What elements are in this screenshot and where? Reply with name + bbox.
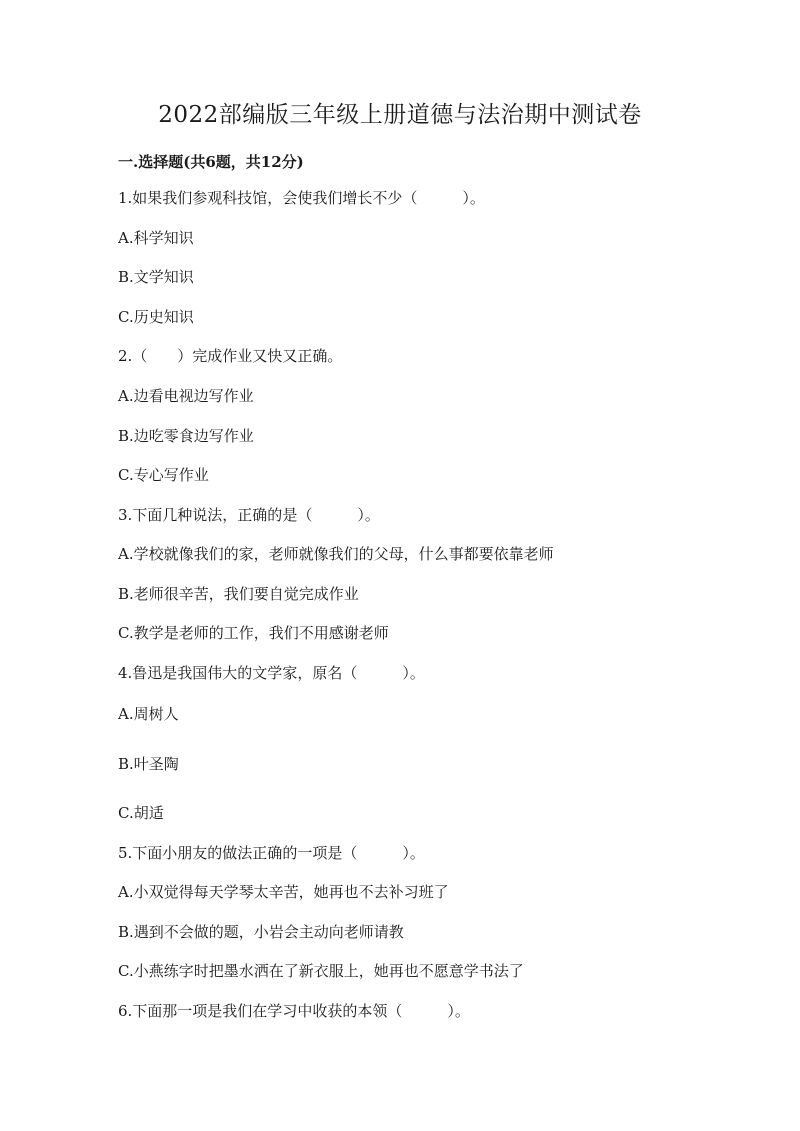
question-1-stem: 1.如果我们参观科技馆，会使我们增长不少（ ）。 bbox=[118, 189, 485, 207]
question-1-option-a: A.科学知识 bbox=[118, 229, 194, 247]
question-1-option-c: C.历史知识 bbox=[118, 308, 194, 326]
question-3-stem: 3.下面几种说法，正确的是（ ）。 bbox=[118, 506, 380, 524]
question-6-stem: 6.下面那一项是我们在学习中收获的本领（ ）。 bbox=[118, 1002, 470, 1020]
question-3-option-a: A.学校就像我们的家，老师就像我们的父母，什么事都要依靠老师 bbox=[118, 545, 554, 563]
question-1-option-b: B.文学知识 bbox=[118, 268, 194, 286]
question-4-option-c: C.胡适 bbox=[118, 804, 164, 822]
question-5-option-a: A.小双觉得每天学琴太辛苦，她再也不去补习班了 bbox=[118, 883, 449, 901]
section-heading: 一.选择题(共6题，共12分) bbox=[118, 153, 304, 171]
question-3-option-b: B.老师很辛苦，我们要自觉完成作业 bbox=[118, 585, 359, 603]
page-title: 2022部编版三年级上册道德与法治期中测试卷 bbox=[158, 102, 642, 128]
question-5-option-c: C.小燕练字时把墨水洒在了新衣服上，她再也不愿意学书法了 bbox=[118, 962, 524, 980]
question-5-option-b: B.遇到不会做的题，小岩会主动向老师请教 bbox=[118, 923, 404, 941]
question-5-stem: 5.下面小朋友的做法正确的一项是（ ）。 bbox=[118, 844, 425, 862]
question-3-option-c: C.教学是老师的工作，我们不用感谢老师 bbox=[118, 624, 389, 642]
question-4-stem: 4.鲁迅是我国伟大的文学家，原名（ ）。 bbox=[118, 664, 425, 682]
question-2-stem: 2.（ ）完成作业又快又正确。 bbox=[118, 347, 343, 365]
question-4-option-a: A.周树人 bbox=[118, 705, 179, 723]
question-2-option-b: B.边吃零食边写作业 bbox=[118, 427, 254, 445]
question-2-option-a: A.边看电视边写作业 bbox=[118, 387, 254, 405]
question-4-option-b: B.叶圣陶 bbox=[118, 755, 179, 773]
question-2-option-c: C.专心写作业 bbox=[118, 466, 209, 484]
